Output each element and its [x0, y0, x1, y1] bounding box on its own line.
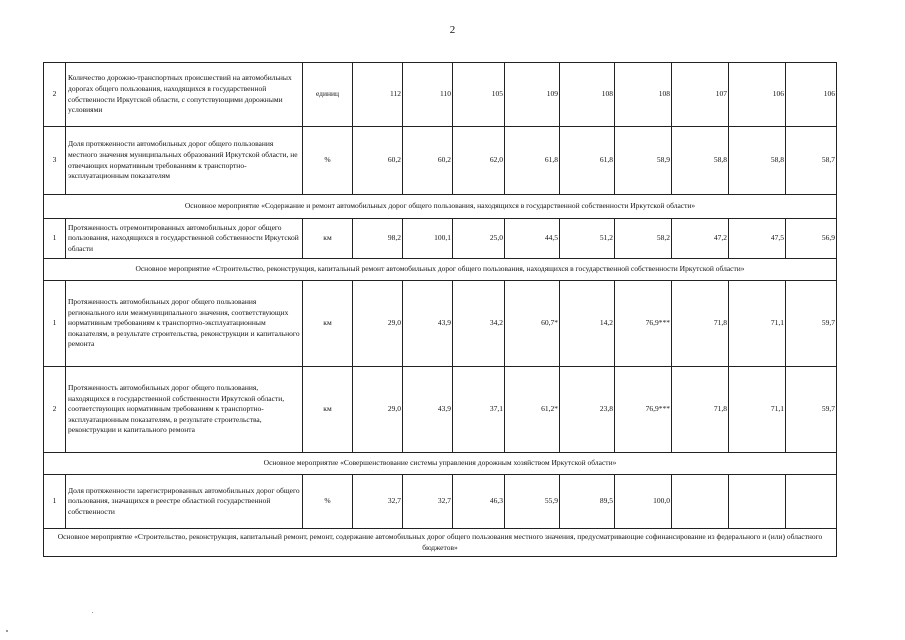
indicator-value: 47,5: [729, 219, 786, 259]
indicator-value: 47,2: [672, 219, 729, 259]
indicator-value: 108: [560, 63, 615, 127]
indicator-row: [44, 219, 837, 259]
indicator-value: 100,1: [403, 219, 453, 259]
indicator-value: 59,7: [786, 281, 837, 367]
indicator-value: 60,2: [353, 127, 403, 195]
unit-of-measure: км: [303, 367, 353, 453]
section-title: Основное мероприятие «Строительство, реконструкция, капитальный ремонт автомобильных дорог общего пользования, находящихся в государственной собственности Иркутской области»: [44, 259, 837, 281]
section-header-row: [44, 453, 837, 475]
scan-speck: [92, 612, 93, 613]
indicator-value: 43,9: [403, 281, 453, 367]
indicator-value: 34,2: [453, 281, 505, 367]
indicator-row: [44, 127, 837, 195]
indicator-value: 71,8: [672, 281, 729, 367]
section-title: Основное мероприятие «Совершенствование системы управления дорожным хозяйством Иркутской области»: [44, 453, 837, 475]
unit-of-measure: %: [303, 475, 353, 529]
indicator-value: 100,0: [615, 475, 672, 529]
indicator-value: 60,2: [403, 127, 453, 195]
indicator-value: 58,2: [615, 219, 672, 259]
indicator-name: Протяженность автомобильных дорог общего пользования, находящихся в государственной собственности Иркутской области, соответствующих нормативным требованиям к транспортно-эксплуатационным показателям, в результате строительства, реконструкции и капитального ремонта: [66, 367, 303, 453]
indicator-value: [786, 475, 837, 529]
indicator-value: 106: [786, 63, 837, 127]
indicator-value: 51,2: [560, 219, 615, 259]
indicator-value: 58,8: [672, 127, 729, 195]
indicator-value: 108: [615, 63, 672, 127]
unit-of-measure: единиц: [303, 63, 353, 127]
indicator-value: 58,7: [786, 127, 837, 195]
indicator-value: 46,3: [453, 475, 505, 529]
indicator-value: 107: [672, 63, 729, 127]
indicator-value: 71,1: [729, 281, 786, 367]
indicator-row: [44, 281, 837, 367]
indicator-name: Протяженность отремонтированных автомобильных дорог общего пользования, находящихся в государственной собственности Иркутской области: [66, 219, 303, 259]
indicators-table: [43, 62, 837, 557]
section-header-row: [44, 529, 837, 557]
indicator-value: 105: [453, 63, 505, 127]
indicator-value: 61,8: [505, 127, 560, 195]
indicator-value: 60,7*: [505, 281, 560, 367]
indicator-value: 76,9***: [615, 367, 672, 453]
indicator-value: 89,5: [560, 475, 615, 529]
indicator-row: [44, 63, 837, 127]
indicator-row: [44, 475, 837, 529]
section-title: Основное мероприятие «Строительство, реконструкция, капитальный ремонт, ремонт, содержание автомобильных дорог общего пользования местного значения, предусматривающие софинансирование из федерального и (или) областного бюджетов»: [44, 529, 837, 557]
indicator-value: 29,0: [353, 367, 403, 453]
row-number: 1: [44, 281, 66, 367]
page-number: 2: [449, 24, 456, 36]
section-header-row: [44, 195, 837, 219]
indicator-value: [672, 475, 729, 529]
indicator-value: 29,0: [353, 281, 403, 367]
indicator-value: 44,5: [505, 219, 560, 259]
indicator-value: 98,2: [353, 219, 403, 259]
indicator-value: 109: [505, 63, 560, 127]
indicator-value: 62,0: [453, 127, 505, 195]
indicator-value: 58,9: [615, 127, 672, 195]
unit-of-measure: %: [303, 127, 353, 195]
indicator-value: 71,8: [672, 367, 729, 453]
indicator-value: 110: [403, 63, 453, 127]
indicator-value: 61,8: [560, 127, 615, 195]
indicator-name: Протяженность автомобильных дорог общего пользования регионального или межмуниципального значения, соответствующих нормативным требованиям к транспортно-эксплуатационным показателям, в результате строительства, реконструкции и капитального ремонта: [66, 281, 303, 367]
indicator-value: 76,9***: [615, 281, 672, 367]
indicator-value: 71,1: [729, 367, 786, 453]
section-header-row: [44, 259, 837, 281]
row-number: 2: [44, 63, 66, 127]
indicator-value: 43,9: [403, 367, 453, 453]
indicator-value: 56,9: [786, 219, 837, 259]
indicator-value: 25,0: [453, 219, 505, 259]
indicator-name: Доля протяженности автомобильных дорог общего пользования местного значения муниципальных образований Иркутской области, не отвечающих нормативным требованиям к транспортно-эксплуатационным показателям: [66, 127, 303, 195]
row-number: 1: [44, 475, 66, 529]
indicator-name: Доля протяженности зарегистрированных автомобильных дорог общего пользования, значащихся в реестре областной государственной собственности: [66, 475, 303, 529]
row-number: 2: [44, 367, 66, 453]
indicator-name: Количество дорожно-транспортных происшествий на автомобильных дорогах общего пользования, находящихся в государственной собственности Иркутской области, с сопутствующими дорожными условиями: [66, 63, 303, 127]
indicator-value: 14,2: [560, 281, 615, 367]
indicator-value: 55,9: [505, 475, 560, 529]
unit-of-measure: км: [303, 281, 353, 367]
indicator-value: 61,2*: [505, 367, 560, 453]
row-number: 1: [44, 219, 66, 259]
table-body: [44, 63, 837, 557]
indicator-value: [729, 475, 786, 529]
indicator-value: 32,7: [353, 475, 403, 529]
indicator-value: 23,8: [560, 367, 615, 453]
scan-speck: [6, 630, 8, 632]
indicator-value: 37,1: [453, 367, 505, 453]
indicator-value: 32,7: [403, 475, 453, 529]
indicator-value: 112: [353, 63, 403, 127]
unit-of-measure: км: [303, 219, 353, 259]
indicator-value: 106: [729, 63, 786, 127]
row-number: 3: [44, 127, 66, 195]
indicator-row: [44, 367, 837, 453]
indicator-value: 59,7: [786, 367, 837, 453]
section-title: Основное мероприятие «Содержание и ремонт автомобильных дорог общего пользования, находящихся в государственной собственности Иркутской области»: [44, 195, 837, 219]
indicator-value: 58,8: [729, 127, 786, 195]
